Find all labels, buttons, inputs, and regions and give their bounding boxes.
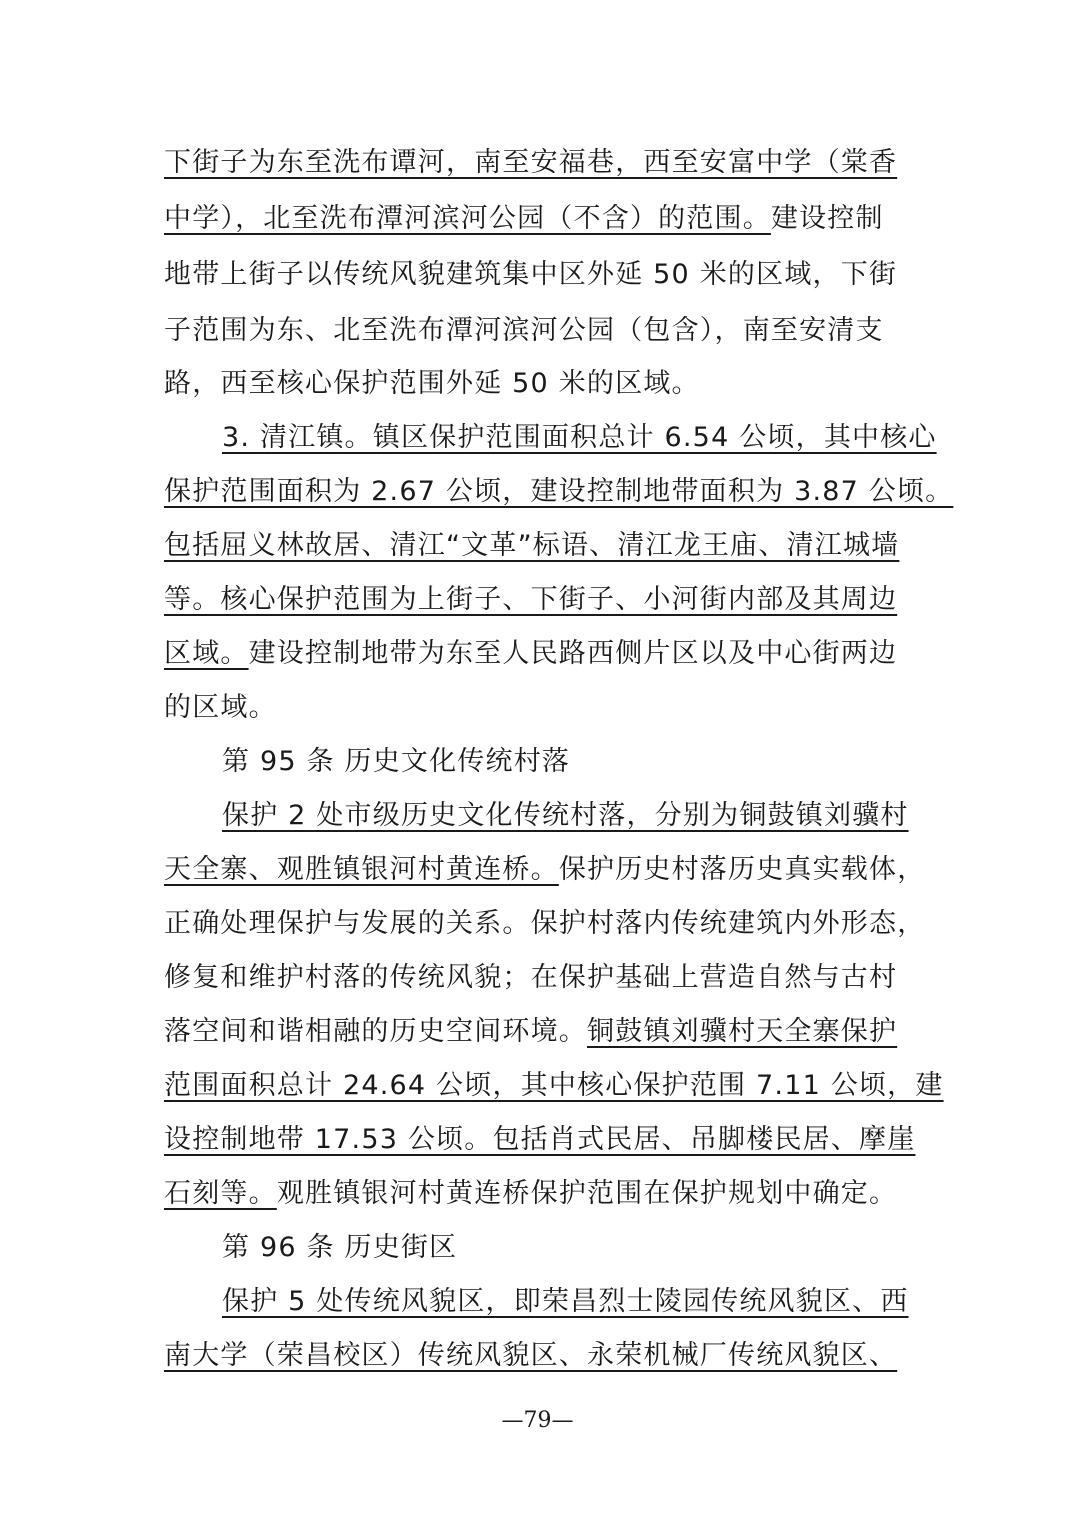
underlined-text: 范围面积总计 24.64 公顷，其中核心保护范围 7.11 公顷，建 [164, 1070, 944, 1101]
text-line [164, 472, 954, 512]
plain-text: 建设控制地带为东至人民路西侧片区以及中心街两边 [248, 638, 898, 669]
underlined-text: 保护 2 处市级历史文化传统村落，分别为铜鼓镇刘骥村 [222, 800, 909, 831]
text-line [222, 796, 922, 836]
article-heading [222, 742, 922, 782]
plain-text: 地带上街子以传统风貌建筑集中区外延 50 米的区域，下街 [164, 259, 898, 290]
text-line [164, 526, 924, 566]
underlined-text: 设控制地带 17.53 公顷。包括肖式民居、吊脚楼民居、摩崖 [164, 1124, 916, 1155]
text-line [164, 1066, 944, 1106]
text-line [164, 1120, 924, 1160]
text-line [164, 143, 924, 183]
underlined-text: 等。核心保护范围为上街子、下街子、小河街内部及其周边 [164, 584, 898, 615]
plain-text: 修复和维护村落的传统风貌；在保护基础上营造自然与古村 [164, 962, 898, 993]
text-line [164, 364, 924, 404]
text-line [164, 850, 924, 890]
plain-text: 保护历史村落历史真实载体， [558, 854, 926, 885]
text-line [222, 418, 937, 458]
underlined-text: 包括屈义林故居、清江“文革”标语、清江龙王庙、清江城墙 [164, 530, 900, 561]
text-line [164, 634, 924, 674]
plain-text: 第 96 条 历史街区 [222, 1232, 458, 1263]
text-line [164, 688, 924, 728]
plain-text: 观胜镇银河村黄连桥保护范围在保护规划中确定。 [276, 1178, 898, 1209]
underlined-text: 保护范围面积为 2.67 公顷，建设控制地带面积为 3.87 公顷。 [164, 476, 954, 507]
text-line [164, 580, 924, 620]
plain-text: 正确处理保护与发展的关系。保护村落内传统建筑内外形态， [164, 908, 926, 939]
plain-text: 建设控制 [770, 203, 884, 234]
text-line [164, 199, 924, 239]
underlined-text: 保护 5 处传统风貌区，即荣昌烈士陵园传统风貌区、西 [222, 1286, 909, 1317]
plain-text: 落空间和谐相融的历史空间环境。 [164, 1016, 587, 1047]
page-number: —79— [501, 1408, 574, 1433]
underlined-text: 区域。 [164, 638, 249, 669]
underlined-text: 天全寨、观胜镇银河村黄连桥。 [164, 854, 559, 885]
underlined-text: 下街子为东至洗布谭河，南至安福巷，西至安富中学（棠香 [164, 147, 898, 178]
text-line [164, 958, 924, 998]
text-line [222, 1282, 922, 1322]
text-line [164, 1336, 924, 1376]
text-line [164, 1174, 924, 1214]
plain-text: 子范围为东、北至洗布潭河滨河公园（包含），南至安清支 [164, 315, 884, 346]
underlined-text: 铜鼓镇刘骥村天全寨保护 [587, 1016, 898, 1047]
text-line [164, 311, 924, 351]
underlined-text: 南大学（荣昌校区）传统风貌区、永荣机械厂传统风貌区、 [164, 1340, 898, 1371]
plain-text: 路，西至核心保护范围外延 50 米的区域。 [164, 368, 700, 399]
underlined-text: 中学），北至洗布潭河滨河公园（不含）的范围。 [164, 203, 771, 234]
plain-text: 第 95 条 历史文化传统村落 [222, 746, 571, 777]
text-line [164, 1012, 924, 1052]
text-line [164, 255, 924, 295]
text-line [164, 904, 924, 944]
underlined-text: 3. 清江镇。镇区保护范围面积总计 6.54 公顷，其中核心 [222, 422, 937, 453]
article-heading [222, 1228, 922, 1268]
plain-text: 的区域。 [164, 692, 277, 723]
underlined-text: 石刻等。 [164, 1178, 277, 1209]
